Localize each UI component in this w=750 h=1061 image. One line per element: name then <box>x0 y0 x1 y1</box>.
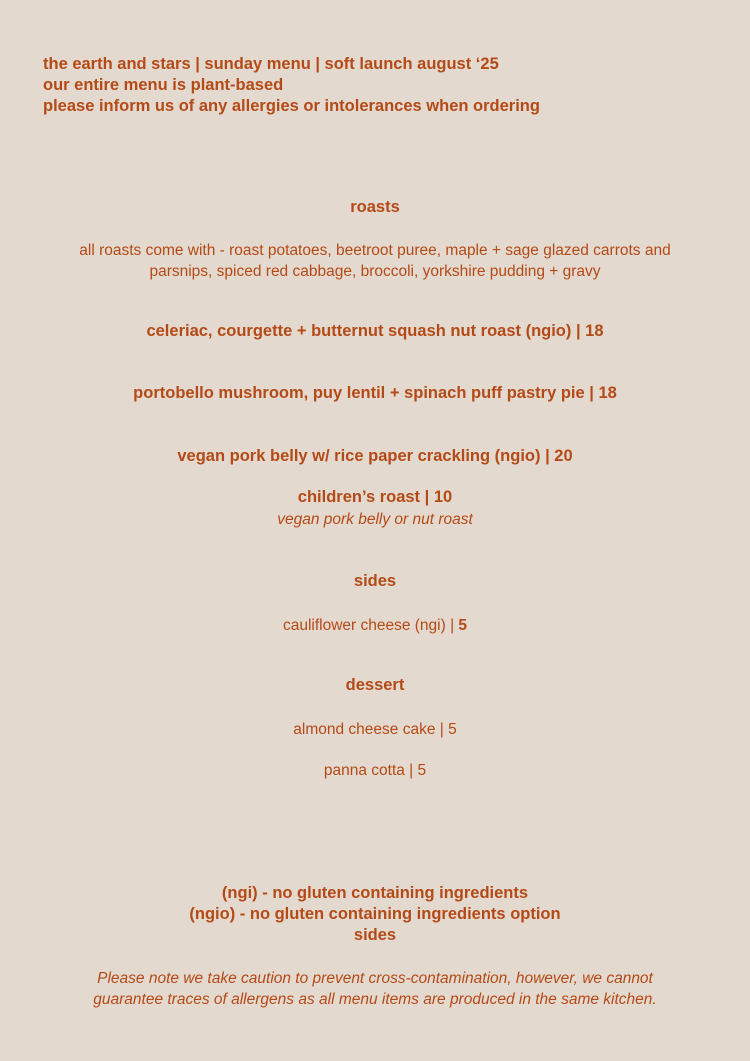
dessert-item-cheesecake: almond cheese cake | 5 <box>293 721 457 738</box>
side-item-price: 5 <box>458 617 468 634</box>
legend-ngio: (ngio) - no gluten containing ingredients option <box>189 905 561 923</box>
roasts-intro-line1: all roasts come with - roast potatoes, beetroot puree, maple + sage glazed carrots and <box>79 242 671 259</box>
roast-item-pie: portobello mushroom, puy lentil + spinach puff pastry pie | 18 <box>133 384 617 402</box>
note-line1: Please note we take caution to prevent cross-contamination, however, we cannot <box>97 970 653 987</box>
header-plant-based-note: our entire menu is plant-based <box>43 76 284 94</box>
header-title: the earth and stars | sunday menu | soft launch august ‘25 <box>43 55 499 73</box>
roast-item-nut-roast: celeriac, courgette + butternut squash nut roast (ngio) | 18 <box>146 322 604 340</box>
side-item-cauliflower <box>0 615 750 636</box>
roasts-heading: roasts <box>350 198 400 216</box>
childrens-roast-subtitle: vegan pork belly or nut roast <box>277 511 473 528</box>
dessert-heading: dessert <box>345 676 405 694</box>
dietary-legend <box>0 883 750 946</box>
header-allergy-note: please inform us of any allergies or intolerances when ordering <box>43 97 540 115</box>
cross-contamination-note <box>0 968 750 1010</box>
roasts-intro <box>0 240 750 282</box>
menu-header <box>43 54 540 117</box>
roasts-intro-line2: parsnips, spiced red cabbage, broccoli, yorkshire pudding + gravy <box>149 263 601 280</box>
legend-ngi: (ngi) - no gluten containing ingredients <box>221 884 529 902</box>
legend-sides: sides <box>353 926 397 944</box>
childrens-roast-title: children’s roast | 10 <box>297 488 453 506</box>
note-line2: guarantee traces of allergens as all menu items are produced in the same kitchen. <box>93 991 657 1008</box>
sides-heading: sides <box>353 572 397 590</box>
side-item-name: cauliflower cheese (ngi) | <box>282 617 459 634</box>
roast-item-pork-belly: vegan pork belly w/ rice paper crackling (ngio) | 20 <box>177 447 573 465</box>
dessert-item-panna-cotta: panna cotta | 5 <box>323 762 427 779</box>
